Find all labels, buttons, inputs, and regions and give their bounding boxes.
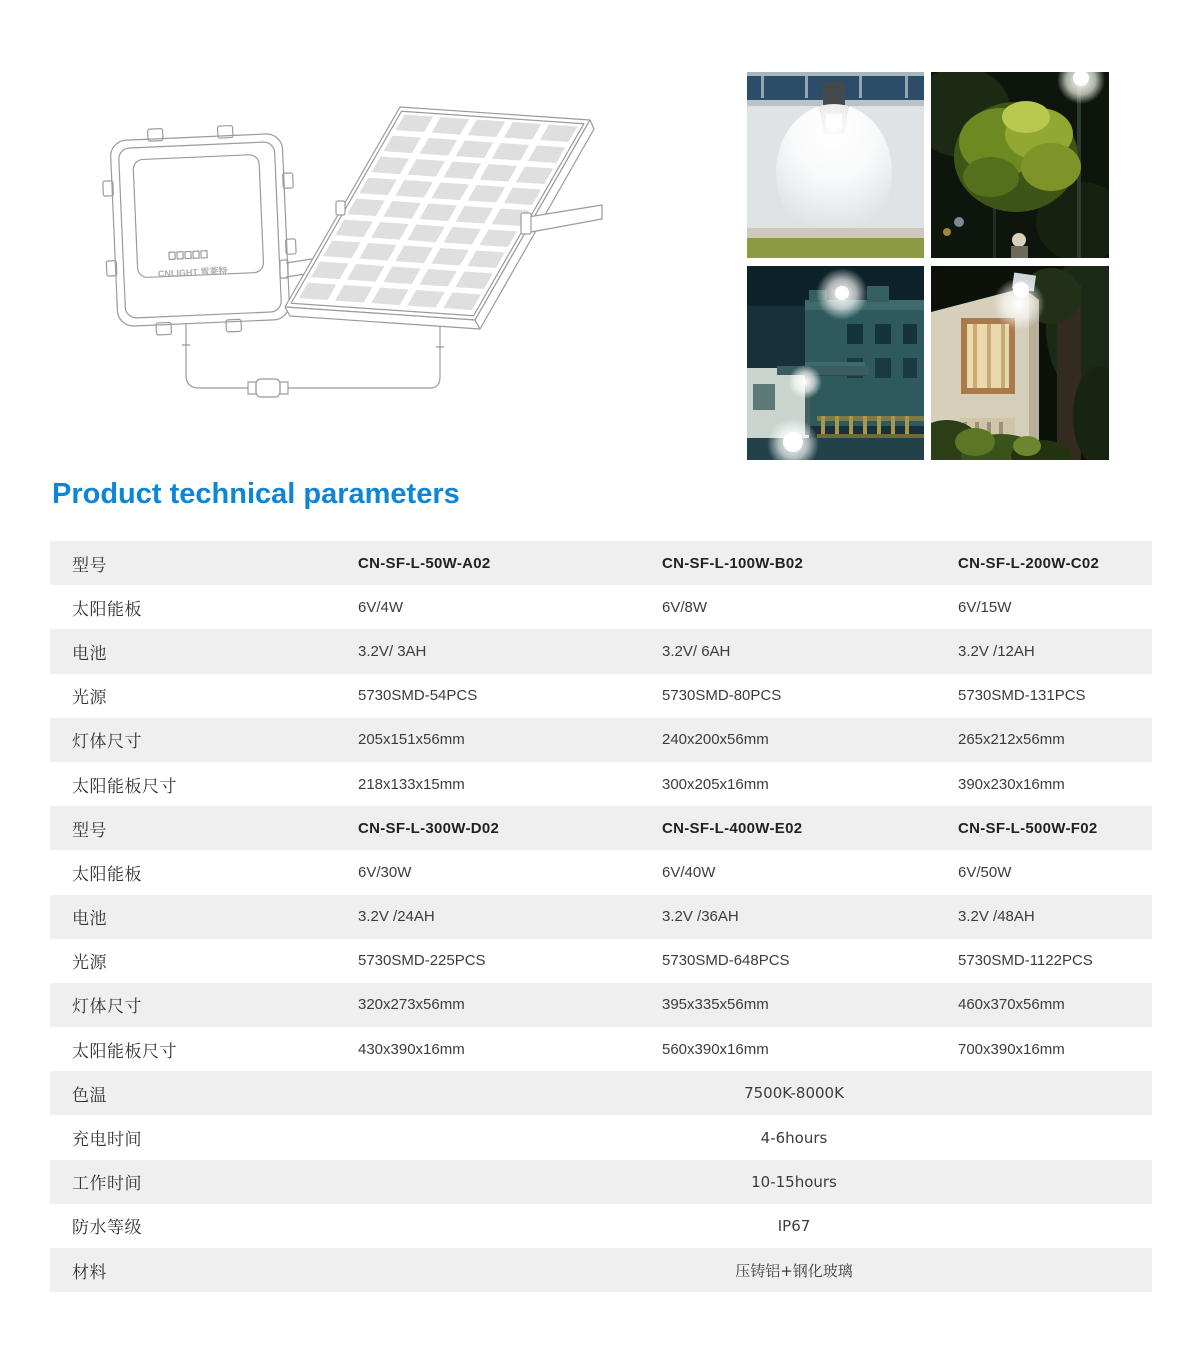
spec-value: 3.2V /36AH [662, 908, 739, 926]
spec-value: 430x390x16mm [358, 1040, 465, 1058]
spec-table-row [50, 806, 1152, 850]
spec-table [50, 541, 1152, 1292]
photo-house-wall-light-night [931, 266, 1109, 460]
spec-value: 6V/8W [662, 598, 708, 616]
spec-value: 205x151x56mm [358, 731, 465, 749]
spec-row-label: 灯体尺寸 [72, 732, 142, 753]
spec-row-label: 工作时间 [72, 1174, 142, 1195]
spec-row-label: 电池 [72, 643, 107, 664]
section-title: Product technical parameters [52, 478, 460, 510]
spec-row-label: 防水等级 [72, 1218, 142, 1239]
spec-value-merged: IP67 [777, 1216, 811, 1235]
spec-value: 460x370x56mm [958, 996, 1065, 1014]
spec-value: 5730SMD-648PCS [662, 952, 790, 970]
spec-value: 6V/30W [358, 863, 412, 881]
spec-row-label: 太阳能板尺寸 [72, 776, 177, 797]
spec-row-label: 型号 [72, 820, 107, 841]
spec-value: 6V/4W [358, 598, 404, 616]
spec-row-label: 电池 [72, 909, 107, 930]
photo-factory-gate-night [747, 266, 924, 460]
lit-window [961, 318, 1015, 394]
spec-value: 395x335x56mm [662, 996, 769, 1014]
spec-table-row [50, 1027, 1152, 1071]
spec-table-row [50, 674, 1152, 718]
spec-table-row [50, 629, 1152, 673]
model-number-value: CN-SF-L-200W-C02 [958, 554, 1100, 572]
spec-table-row [50, 1160, 1152, 1204]
spec-row-label: 材料 [72, 1262, 107, 1283]
spec-value: 5730SMD-54PCS [358, 687, 478, 705]
spec-value: 320x273x56mm [358, 996, 465, 1014]
model-number-value: CN-SF-L-500W-F02 [958, 819, 1098, 837]
solar-panel-drawing [285, 107, 602, 329]
spec-value: 6V/40W [662, 863, 716, 881]
spec-value: 300x205x16mm [662, 775, 769, 793]
photo-wall-mounted-floodlight [747, 72, 924, 258]
spec-row-label: 光源 [72, 688, 107, 709]
spec-table-row [50, 983, 1152, 1027]
spec-table-row [50, 850, 1152, 894]
spec-value: 5730SMD-80PCS [662, 687, 782, 705]
spec-table-row [50, 1115, 1152, 1159]
spec-value-merged: 7500K-8000K [744, 1084, 844, 1103]
spec-row-label: 太阳能板尺寸 [72, 1041, 177, 1062]
spec-table-row [50, 895, 1152, 939]
spec-value: 3.2V /24AH [358, 908, 435, 926]
spec-value: 240x200x56mm [662, 731, 769, 749]
spec-value: 3.2V /12AH [958, 642, 1035, 660]
spec-value-merged: 压铸铝+钢化玻璃 [735, 1261, 853, 1280]
spec-row-label: 色温 [72, 1085, 107, 1106]
spec-row-label: 光源 [72, 953, 107, 974]
spec-value: 560x390x16mm [662, 1040, 769, 1058]
product-line-drawing [100, 85, 660, 415]
model-number-value: CN-SF-L-300W-D02 [358, 819, 500, 837]
spec-value: 3.2V /48AH [958, 908, 1035, 926]
application-photos [747, 72, 1109, 460]
spec-table-row [50, 939, 1152, 983]
spec-row-label: 太阳能板 [72, 864, 142, 885]
spec-value: 6V/50W [958, 863, 1012, 881]
spec-table-row [50, 1204, 1152, 1248]
spec-table-row [50, 1248, 1152, 1292]
spec-value: 265x212x56mm [958, 731, 1065, 749]
spec-row-label: 太阳能板 [72, 599, 142, 620]
spec-value-merged: 10-15hours [751, 1172, 837, 1191]
spec-value: 218x133x15mm [358, 775, 465, 793]
photo-tree-night-light [931, 72, 1109, 258]
spec-value: 700x390x16mm [958, 1040, 1065, 1058]
spec-value: 390x230x16mm [958, 775, 1065, 793]
spec-row-label: 充电时间 [72, 1130, 142, 1151]
spec-value: 5730SMD-1122PCS [958, 952, 1093, 970]
spec-value: 3.2V/ 6AH [662, 642, 731, 660]
cable-drawing [182, 318, 444, 397]
model-number-value: CN-SF-L-100W-B02 [662, 554, 804, 572]
spec-value: 5730SMD-225PCS [358, 952, 486, 970]
spec-value: 3.2V/ 3AH [358, 642, 427, 660]
floodlight-drawing [101, 123, 300, 337]
spec-table-row [50, 541, 1152, 585]
brand-logo-text: CNLIGHT 雪莱特 [157, 265, 228, 279]
spec-table-row [50, 762, 1152, 806]
spec-row-label: 型号 [72, 555, 107, 576]
spec-value-merged: 4-6hours [760, 1128, 828, 1147]
spec-table-row [50, 718, 1152, 762]
model-number-value: CN-SF-L-400W-E02 [662, 819, 803, 837]
model-number-value: CN-SF-L-50W-A02 [358, 554, 491, 572]
spec-table-row [50, 1071, 1152, 1115]
spec-table-row [50, 585, 1152, 629]
spec-row-label: 灯体尺寸 [72, 997, 142, 1018]
spec-value: 5730SMD-131PCS [958, 687, 1086, 705]
spec-value: 6V/15W [958, 598, 1012, 616]
